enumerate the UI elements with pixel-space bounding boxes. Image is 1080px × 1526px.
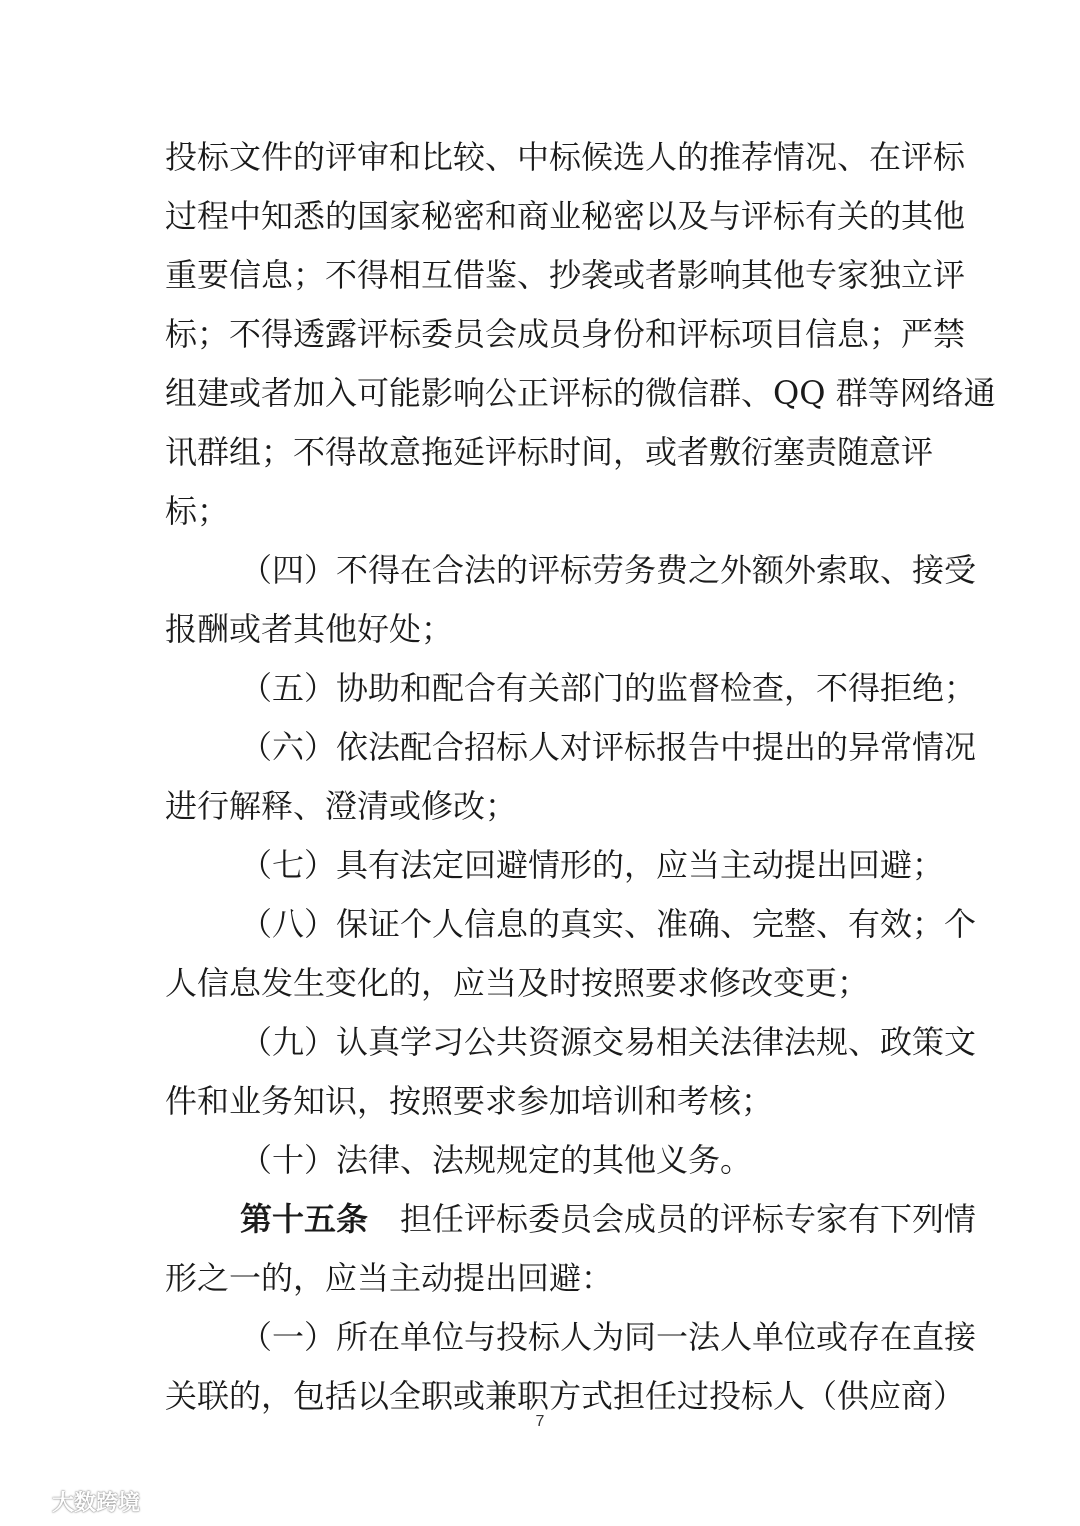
watermark xyxy=(14,1486,140,1516)
line-text: 件和业务知识，按照要求参加培训和考核； xyxy=(165,1082,774,1120)
text-line xyxy=(165,1308,977,1367)
line-text: 重要信息；不得相互借鉴、抄袭或者影响其他专家独立评 xyxy=(165,256,966,294)
line-text: 进行解释、澄清或修改； xyxy=(165,787,518,825)
article-heading: 第十五条 xyxy=(240,1200,369,1238)
text-line xyxy=(165,954,925,1013)
text-line xyxy=(165,718,977,777)
line-text: （四）不得在合法的评标劳务费之外额外索取、接受 xyxy=(240,551,977,589)
line-text: （八）保证个人信息的真实、准确、完整、有效；个 xyxy=(240,905,977,943)
text-line xyxy=(165,895,977,954)
text-line xyxy=(165,1249,925,1308)
line-text: 报酬或者其他好处； xyxy=(165,610,454,648)
line-text: 担任评标委员会成员的评标专家有下列情 xyxy=(400,1200,977,1238)
text-line xyxy=(165,1013,977,1072)
line-text: 形之一的，应当主动提出回避： xyxy=(165,1259,614,1297)
line-text: （五）协助和配合有关部门的监督检查，不得拒绝； xyxy=(240,669,977,707)
text-line xyxy=(165,777,925,836)
text-line xyxy=(165,423,934,482)
text-line xyxy=(165,1131,925,1190)
text-line xyxy=(165,659,977,718)
text-line xyxy=(165,1072,925,1131)
text-line xyxy=(165,364,996,423)
line-text: 标；不得透露评标委员会成员身份和评标项目信息；严禁 xyxy=(165,315,966,353)
document-body xyxy=(165,128,996,1426)
text-line xyxy=(165,187,966,246)
line-text: （六）依法配合招标人对评标报告中提出的异常情况 xyxy=(240,728,977,766)
line-text: 投标文件的评审和比较、中标候选人的推荐情况、在评标 xyxy=(165,138,966,176)
line-text: 过程中知悉的国家秘密和商业秘密以及与评标有关的其他 xyxy=(165,197,966,235)
text-line xyxy=(165,1190,977,1249)
text-line xyxy=(165,305,966,364)
line-text: （十）法律、法规规定的其他义务。 xyxy=(240,1141,753,1179)
watermark-text: 大数跨境 xyxy=(52,1490,141,1516)
line-text: 标； xyxy=(165,492,230,530)
line-text: （九）认真学习公共资源交易相关法律法规、政策文 xyxy=(240,1023,977,1061)
text-line xyxy=(165,246,966,305)
line-text: （一）所在单位与投标人为同一法人单位或存在直接 xyxy=(240,1318,977,1356)
text-line xyxy=(165,541,977,600)
text-line xyxy=(165,600,925,659)
text-line xyxy=(165,128,966,187)
text-line xyxy=(165,836,945,895)
line-text: 人信息发生变化的，应当及时按照要求修改变更； xyxy=(165,964,870,1002)
line-text: 关联的，包括以全职或兼职方式担任过投标人（供应商） xyxy=(165,1377,966,1415)
text-line xyxy=(165,482,925,541)
line-text: 组建或者加入可能影响公正评标的微信群、QQ 群等网络通 xyxy=(165,374,996,412)
line-text: 讯群组；不得故意拖延评标时间，或者敷衍塞责随意评 xyxy=(165,433,934,471)
weibo-logo-icon xyxy=(14,1488,48,1514)
line-text: （七）具有法定回避情形的，应当主动提出回避； xyxy=(240,846,945,884)
page-number: 7 xyxy=(535,1413,545,1430)
